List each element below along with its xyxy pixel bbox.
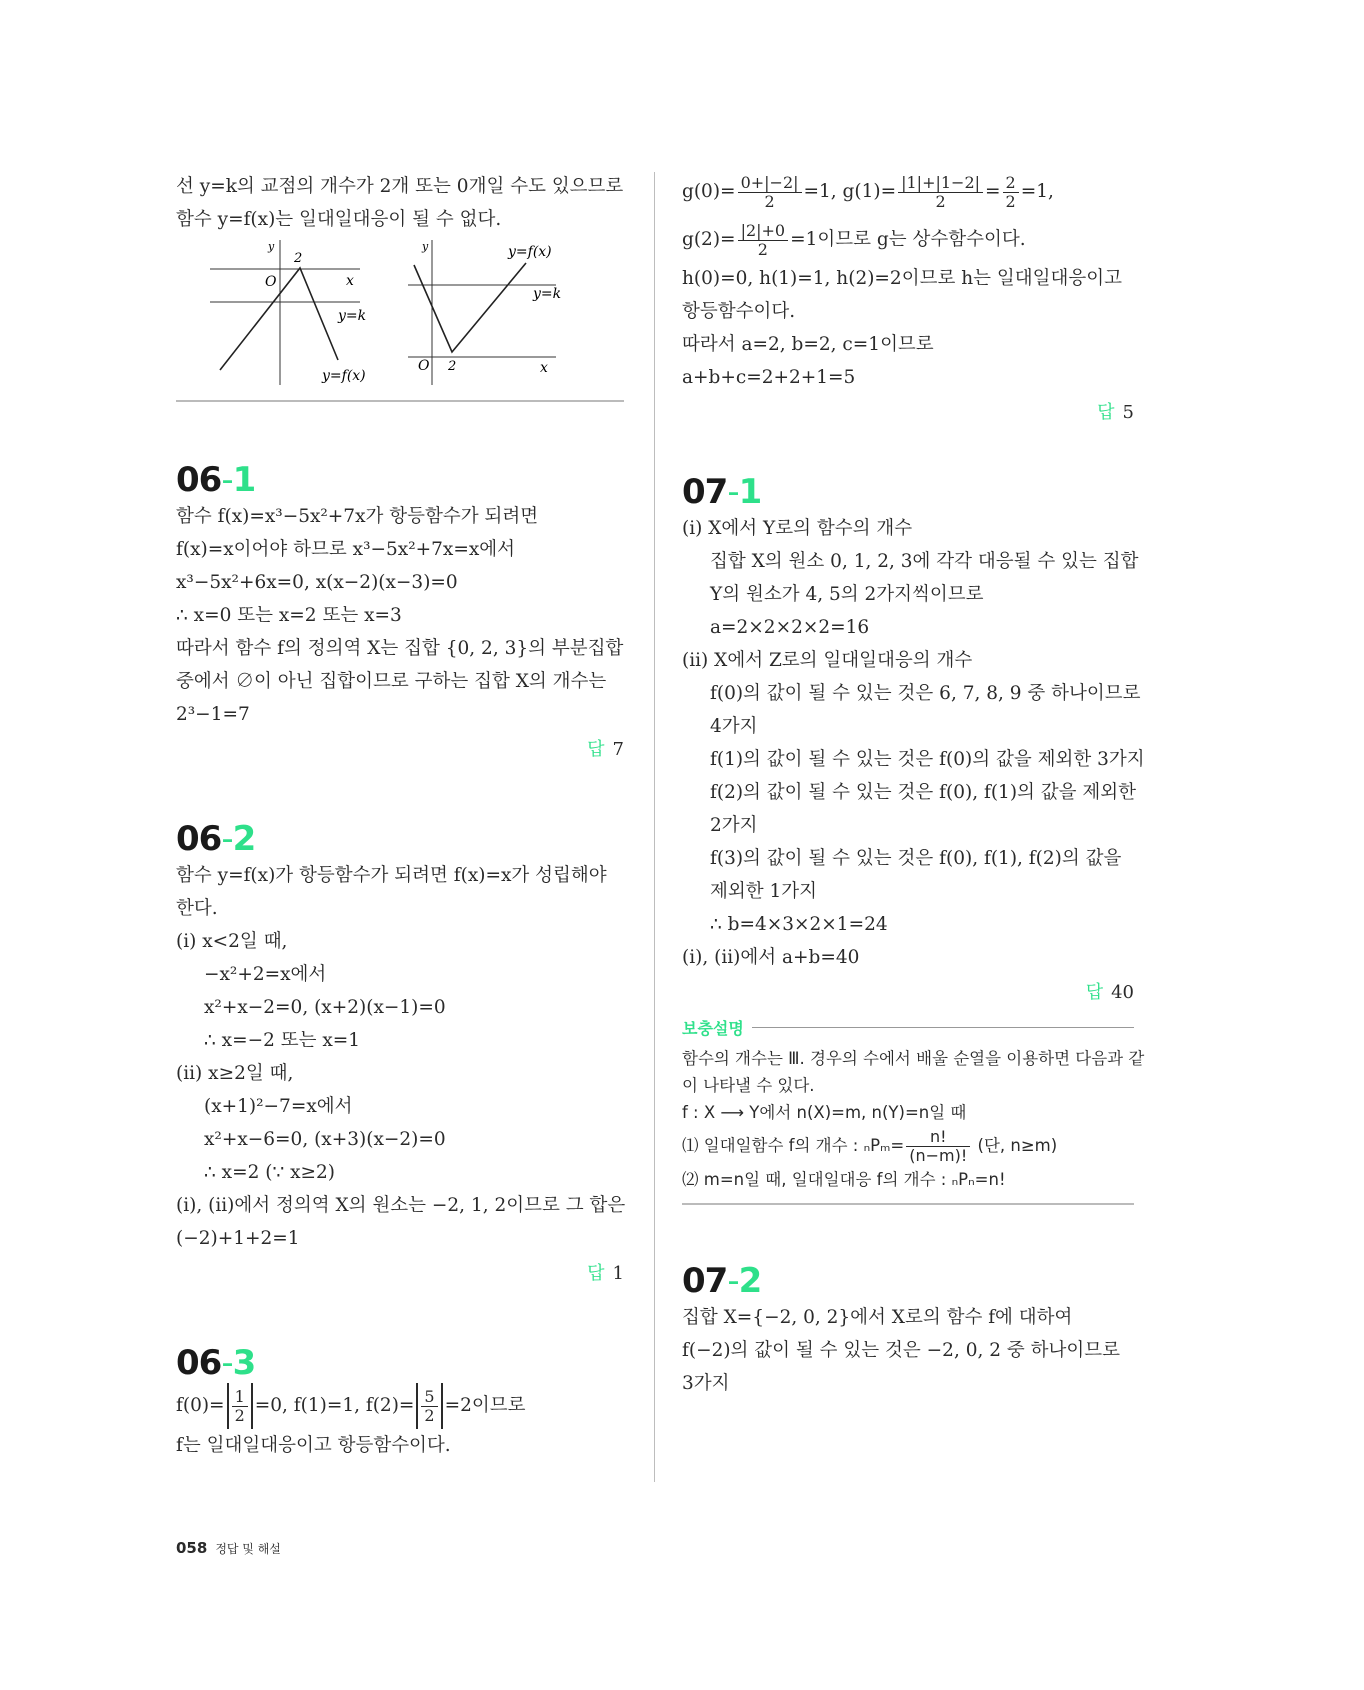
solution-line: (i) x<2일 때,	[176, 931, 288, 952]
solution-line: f(0)= $\frac{1}{2}$ =0, f(1)=1, f(2)= $\frac{5}{2}$ =2이므로	[176, 1383, 624, 1429]
solution-line: 따라서 a=2, b=2, c=1이므로	[682, 334, 934, 355]
solution-line: (i) X에서 Y로의 함수의 개수	[682, 518, 913, 539]
section-06-3	[176, 1343, 624, 1462]
solution-line: 2가지	[710, 815, 758, 836]
solution-line: ∴ x=0 또는 x=2 또는 x=3	[176, 605, 402, 626]
right-column	[682, 170, 1145, 1400]
solution-line: x²+x−6=0, (x+3)(x−2)=0	[204, 1129, 446, 1150]
floor-bracket: $\frac{5}{2}$	[416, 1383, 442, 1429]
supplement-line: ⑵ m=n일 때, 일대일대응 f의 개수 : ₙPₙ=n!	[682, 1170, 1006, 1189]
solution-line: ∴ x=2 (∵ x≥2)	[204, 1162, 336, 1183]
label-x: x	[346, 273, 354, 289]
solution-line: −x²+2=x에서	[204, 964, 327, 985]
page-number: 058	[176, 1539, 208, 1557]
solution-line: (x+1)²−7=x에서	[204, 1096, 353, 1117]
solution-line: g(0)= $\frac{0+|-2|}{2}$ =1, g(1)= $\frac{|1|+|1-2|}{2}$ = $\frac{2}{2}$ =1,	[682, 172, 1054, 211]
floor-bracket: $\frac{1}{2}$	[227, 1383, 253, 1429]
solution-line: 제외한 1가지	[710, 881, 818, 902]
solution-line: 3가지	[682, 1373, 730, 1394]
label-x: x	[540, 360, 548, 376]
solution-line: 항등함수이다.	[682, 301, 796, 322]
footer-title: 정답 및 해설	[215, 1542, 281, 1556]
solution-line: 한다.	[176, 898, 218, 919]
supplement-line: 이 나타낼 수 있다.	[682, 1076, 815, 1095]
label-y-k: y=k	[533, 286, 562, 302]
intro-line: 선 y=k의 교점의 개수가 2개 또는 0개일 수도 있으므로	[176, 176, 624, 197]
solution-line: g(2)= $\frac{|2|+0}{2}$ =1이므로 g는 상수함수이다.	[682, 220, 1026, 259]
label-two: 2	[448, 359, 457, 374]
graph-1	[210, 240, 420, 390]
solution-line: f(3)의 값이 될 수 있는 것은 f(0), f(1), f(2)의 값을	[710, 848, 1122, 869]
label-y-fx: y=f(x)	[322, 368, 366, 384]
solution-line: f(x)=x이어야 하므로 x³−5x²+7x=x에서	[176, 539, 515, 560]
supplement-line: ⑴ 일대일함수 f의 개수 : ₙPₘ= $\frac{n!}{(n-m)!}$ (단, n≥m)	[682, 1127, 1058, 1165]
solution-line: ∴ x=−2 또는 x=1	[204, 1030, 361, 1051]
supplement-line: f : X ⟶ Y에서 n(X)=m, n(Y)=n일 때	[682, 1103, 967, 1122]
supplement-box	[682, 1016, 1145, 1205]
solution-line: f(−2)의 값이 될 수 있는 것은 −2, 0, 2 중 하나이므로	[682, 1340, 1120, 1361]
solution-line: 중에서 ∅이 아닌 집합이므로 구하는 집합 X의 개수는	[176, 671, 607, 692]
solution-line: 2³−1=7	[176, 704, 250, 725]
solution-line: f(0)의 값이 될 수 있는 것은 6, 7, 8, 9 중 하나이므로	[710, 683, 1141, 704]
solution-line: f는 일대일대응이고 항등함수이다.	[176, 1435, 451, 1456]
section-07-2	[682, 1261, 1134, 1400]
label-o: O	[265, 274, 277, 290]
solution-line: (ii) x≥2일 때,	[176, 1063, 294, 1084]
section-heading: 06-1	[176, 460, 256, 500]
section-06-1	[176, 460, 624, 765]
answer: 답 40	[1085, 982, 1134, 1003]
label-y-fx: y=f(x)	[508, 244, 552, 260]
solution-line: Y의 원소가 4, 5의 2가지씩이므로	[710, 584, 984, 605]
section-heading: 07-2	[682, 1261, 762, 1301]
section-rule	[176, 400, 624, 402]
solution-line: 함수 f(x)=x³−5x²+7x가 항등함수가 되려면	[176, 506, 539, 527]
solution-line: ∴ b=4×3×2×1=24	[710, 914, 888, 935]
section-heading: 07-1	[682, 472, 762, 512]
curve-f	[220, 268, 338, 370]
supplement-line: 함수의 개수는 Ⅲ. 경우의 수에서 배울 순열을 이용하면 다음과 같	[682, 1049, 1145, 1068]
solution-line: (i), (ii)에서 a+b=40	[682, 947, 860, 968]
section-07-1	[682, 472, 1145, 1008]
left-column	[176, 170, 624, 1462]
solution-line: 집합 X={−2, 0, 2}에서 X로의 함수 f에 대하여	[682, 1307, 1073, 1328]
label-y: y	[268, 240, 275, 253]
section-06-2	[176, 819, 624, 1289]
section-heading: 06-3	[176, 1343, 256, 1383]
solution-line: a+b+c=2+2+1=5	[682, 367, 856, 388]
graph-2	[408, 240, 578, 390]
column-divider	[654, 172, 655, 1482]
label-y: y	[422, 240, 429, 253]
solution-line: h(0)=0, h(1)=1, h(2)=2이므로 h는 일대일대응이고	[682, 268, 1122, 289]
solution-line: 집합 X의 원소 0, 1, 2, 3에 각각 대응될 수 있는 집합	[710, 551, 1139, 572]
page-footer	[176, 1538, 281, 1557]
solution-line: 함수 y=f(x)가 항등함수가 되려면 f(x)=x가 성립해야	[176, 865, 607, 886]
curve-f	[414, 263, 526, 352]
solution-line: (ii) X에서 Z로의 일대일대응의 개수	[682, 650, 973, 671]
solution-line: (−2)+1+2=1	[176, 1228, 300, 1249]
solution-line: (i), (ii)에서 정의역 X의 원소는 −2, 1, 2이므로 그 합은	[176, 1195, 626, 1216]
answer: 답 7	[587, 739, 624, 760]
label-y-k: y=k	[338, 308, 367, 324]
solution-line: x³−5x²+6x=0, x(x−2)(x−3)=0	[176, 572, 458, 593]
answer: 답 5	[1097, 402, 1134, 423]
label-two: 2	[294, 251, 303, 266]
supplement-title: 보충설명	[682, 1016, 1134, 1039]
intro-line: 함수 y=f(x)는 일대일대응이 될 수 없다.	[176, 209, 502, 230]
solution-line: a=2×2×2×2=16	[710, 617, 870, 638]
solution-line: 따라서 함수 f의 정의역 X는 집합 {0, 2, 3}의 부분집합	[176, 638, 624, 659]
label-o: O	[418, 358, 430, 374]
solution-line: f(1)의 값이 될 수 있는 것은 f(0)의 값을 제외한 3가지	[710, 749, 1145, 770]
section-heading: 06-2	[176, 819, 256, 859]
solution-line: x²+x−2=0, (x+2)(x−1)=0	[204, 997, 446, 1018]
section-rule	[682, 1203, 1134, 1205]
solution-line: 4가지	[710, 716, 758, 737]
answer: 답 1	[587, 1263, 624, 1284]
graphs	[176, 240, 624, 390]
solution-line: f(2)의 값이 될 수 있는 것은 f(0), f(1)의 값을 제외한	[710, 782, 1137, 803]
